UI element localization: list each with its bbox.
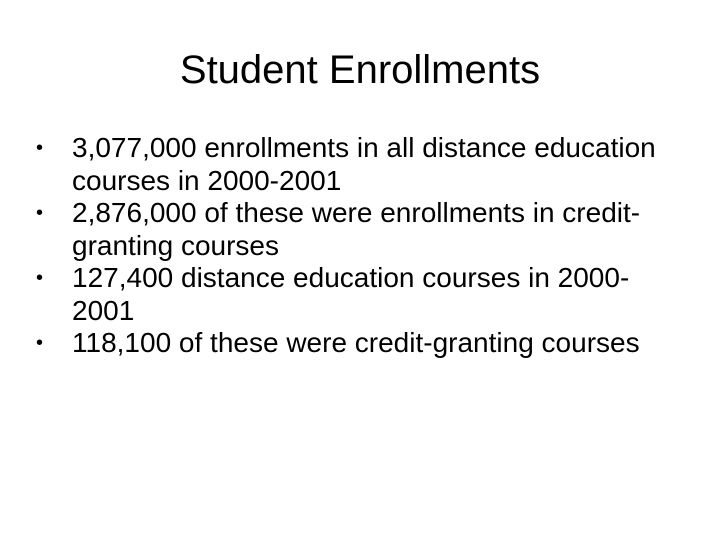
bullet-item (36, 327, 676, 360)
bullet-text: 3,077,000 enrollments in all distance education courses in 2000-2001 (72, 132, 656, 196)
bullet-icon: • (36, 267, 44, 289)
bullet-item (36, 197, 676, 262)
bullet-text: 127,400 distance education courses in 2000-2001 (72, 262, 630, 326)
bullet-item (36, 262, 676, 327)
bullet-icon: • (36, 202, 44, 224)
bullet-icon: • (36, 137, 44, 159)
bullet-text: 118,100 of these were credit-granting courses (72, 327, 640, 358)
bullet-text: 2,876,000 of these were enrollments in credit-granting courses (72, 197, 641, 261)
bullet-item (36, 132, 676, 197)
bullet-list (36, 132, 676, 360)
bullet-icon: • (36, 332, 44, 354)
slide-title: Student Enrollments (179, 48, 541, 92)
